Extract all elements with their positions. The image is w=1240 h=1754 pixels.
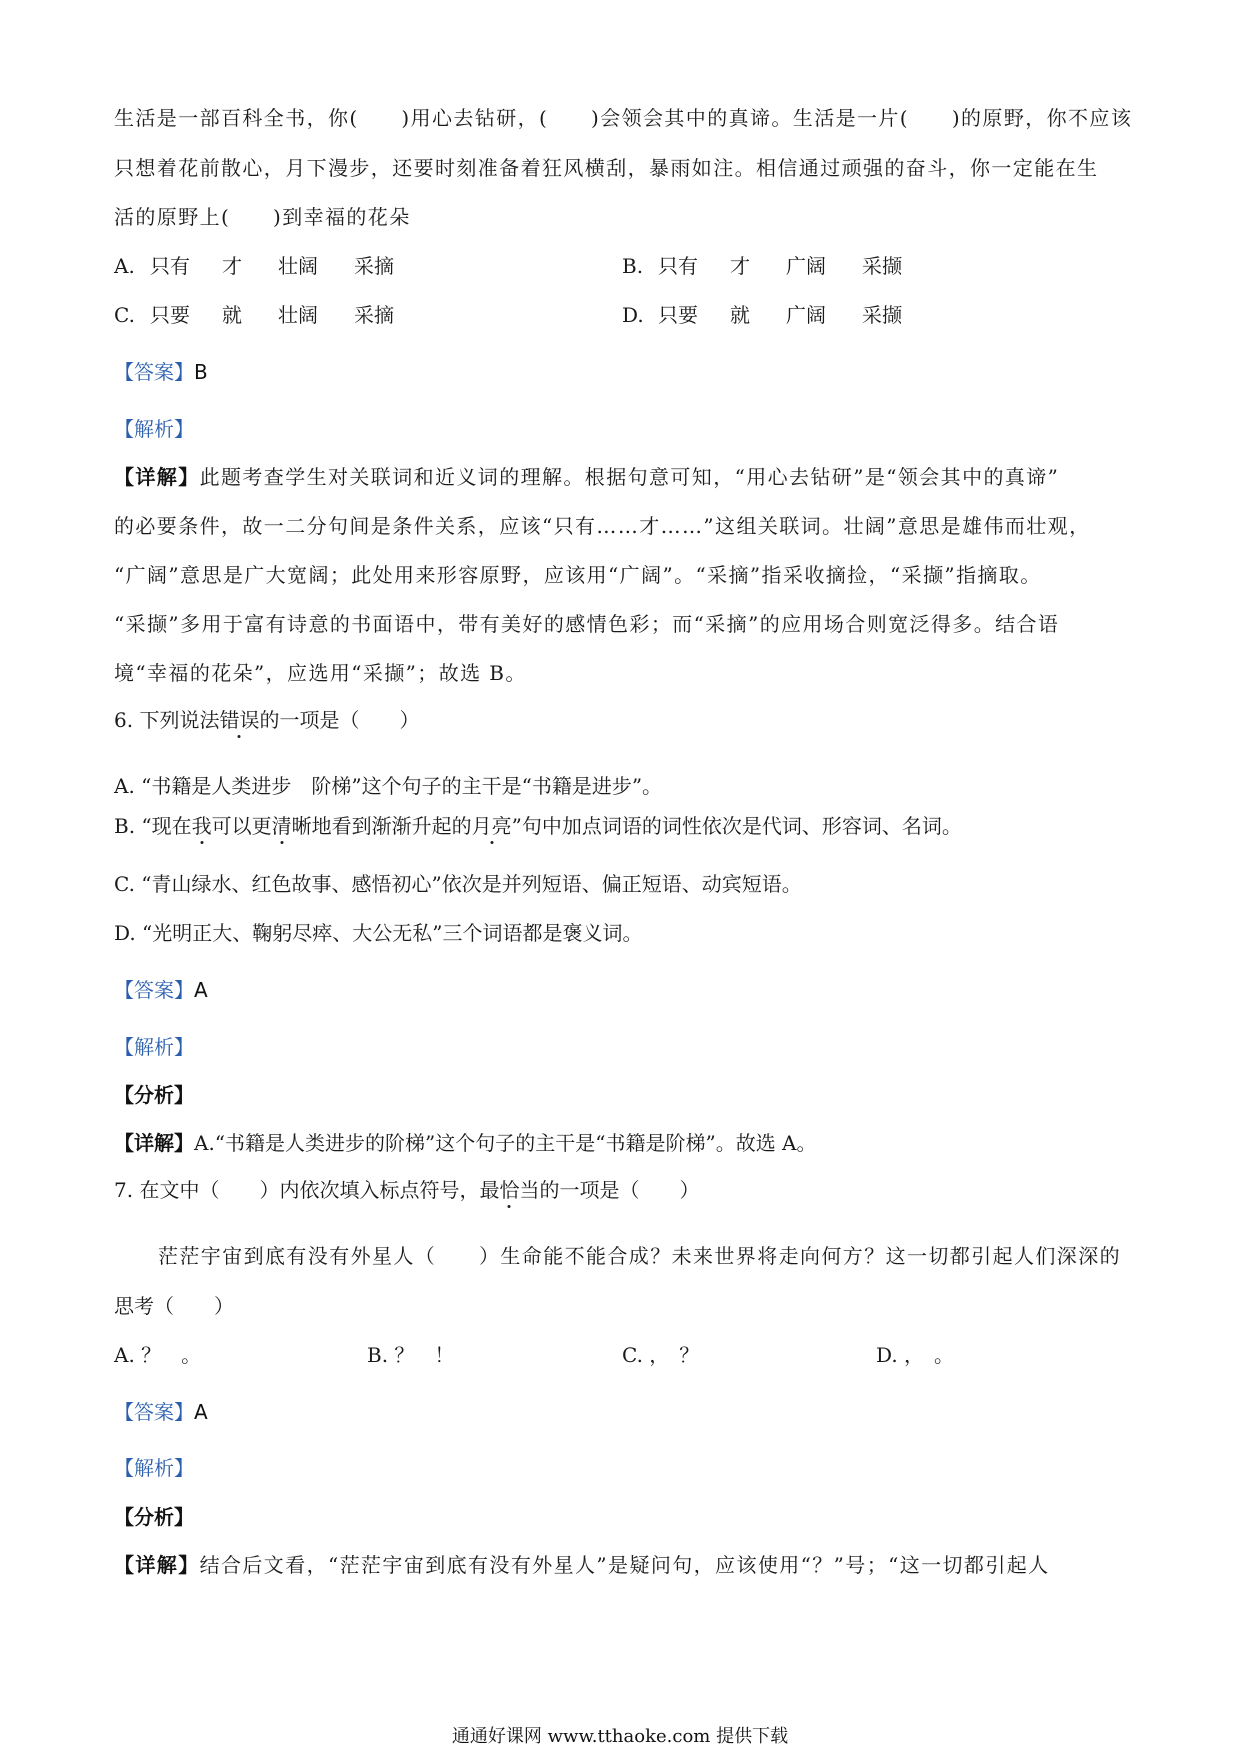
q7-option-d: D. ， 。 [876, 1343, 955, 1367]
q6-detail: 【详解】A.“书籍是人类进步的阶梯”这个句子的主干是“书籍是阶梯”。故选 A。 [114, 1131, 817, 1155]
q7-analysis-heading: 【解析】 [114, 1456, 194, 1480]
q6-option-b: B. “现在我可以更清晰地看到渐渐升起的月亮”句中加点词语的词性依次是代词、形容词、名词。 [114, 814, 962, 838]
q5-option-a: A. 只有 才 壮阔 采摘 [114, 254, 394, 278]
q5-option-d: D. 只要 就 广阔 采撷 [622, 303, 902, 327]
q7-fenxi-heading: 【分析】 [114, 1505, 194, 1529]
q7-stem: 7. 在文中（ ）内依次填入标点符号，最恰当的一项是（ ） [114, 1178, 700, 1202]
q7-detail: 【详解】结合后文看，“茫茫宇宙到底有没有外星人”是疑问句，应该使用“？”号；“这一切都引起人 [114, 1553, 1050, 1577]
q6-stem: 6. 下列说法错误的一项是（ ） [114, 708, 420, 732]
q5-stem-line-1: 生活是一部百科全书，你( )用心去钻研，( )会领会其中的真谛。生活是一片( )的原野，你不应该 [114, 106, 1133, 130]
q6-fenxi-heading: 【分析】 [114, 1083, 194, 1107]
q6-option-c: C. “青山绿水、红色故事、感悟初心”依次是并列短语、偏正短语、动宾短语。 [114, 872, 802, 896]
q6-option-a: A. “书籍是人类进步 阶梯”这个句子的主干是“书籍是进步”。 [114, 774, 663, 798]
q5-stem-line-2: 只想着花前散心，月下漫步，还要时刻准备着狂风横刮，暴雨如注。相信通过顽强的奋斗，你一定能在生 [114, 156, 1099, 180]
q6-option-d: D. “光明正大、鞠躬尽瘁、大公无私”三个词语都是褒义词。 [114, 921, 643, 945]
q5-detail-line-4: “采撷”多用于富有诗意的书面语中，带有美好的感情色彩；而“采摘”的应用场合则宽泛得多。结合语 [114, 612, 1060, 636]
q5-detail-line-1: 【详解】此题考查学生对关联词和近义词的理解。根据句意可知，“用心去钻研”是“领会其中的真谛” [114, 465, 1060, 489]
q5-answer: 【答案】B [114, 360, 208, 384]
q5-analysis-heading: 【解析】 [114, 417, 194, 441]
q7-option-b: B. ？ ！ [367, 1343, 455, 1367]
q5-option-c: C. 只要 就 壮阔 采摘 [114, 303, 394, 327]
q6-analysis-heading: 【解析】 [114, 1035, 194, 1059]
q7-passage-line-1: 茫茫宇宙到底有没有外星人（ ）生命能不能合成？未来世界将走向何方？这一切都引起人们深深的 [158, 1244, 1121, 1268]
q7-option-c: C. ， ？ [622, 1343, 700, 1367]
page-footer: 通通好课网 www.tthaoke.com 提供下载 [451, 1726, 789, 1747]
q7-passage-line-2: 思考（ ） [114, 1294, 234, 1318]
q5-detail-line-3: “广阔”意思是广大宽阔；此处用来形容原野，应该用“广阔”。“采摘”指采收摘捡，“采撷”指摘取。 [114, 563, 1042, 587]
q7-option-a: A. ？ 。 [114, 1343, 202, 1367]
q5-option-b: B. 只有 才 广阔 采撷 [622, 254, 902, 278]
q7-answer: 【答案】A [114, 1400, 208, 1424]
q5-stem-line-3: 活的原野上( )到幸福的花朵 [114, 205, 411, 229]
q5-detail-line-5: 境“幸福的花朵”，应选用“采撷”；故选 B。 [114, 661, 527, 685]
q5-detail-line-2: 的必要条件，故一二分句间是条件关系，应该“只有……才……”这组关联词。壮阔”意思是雄伟而壮观， [114, 514, 1091, 538]
q6-answer: 【答案】A [114, 978, 208, 1002]
